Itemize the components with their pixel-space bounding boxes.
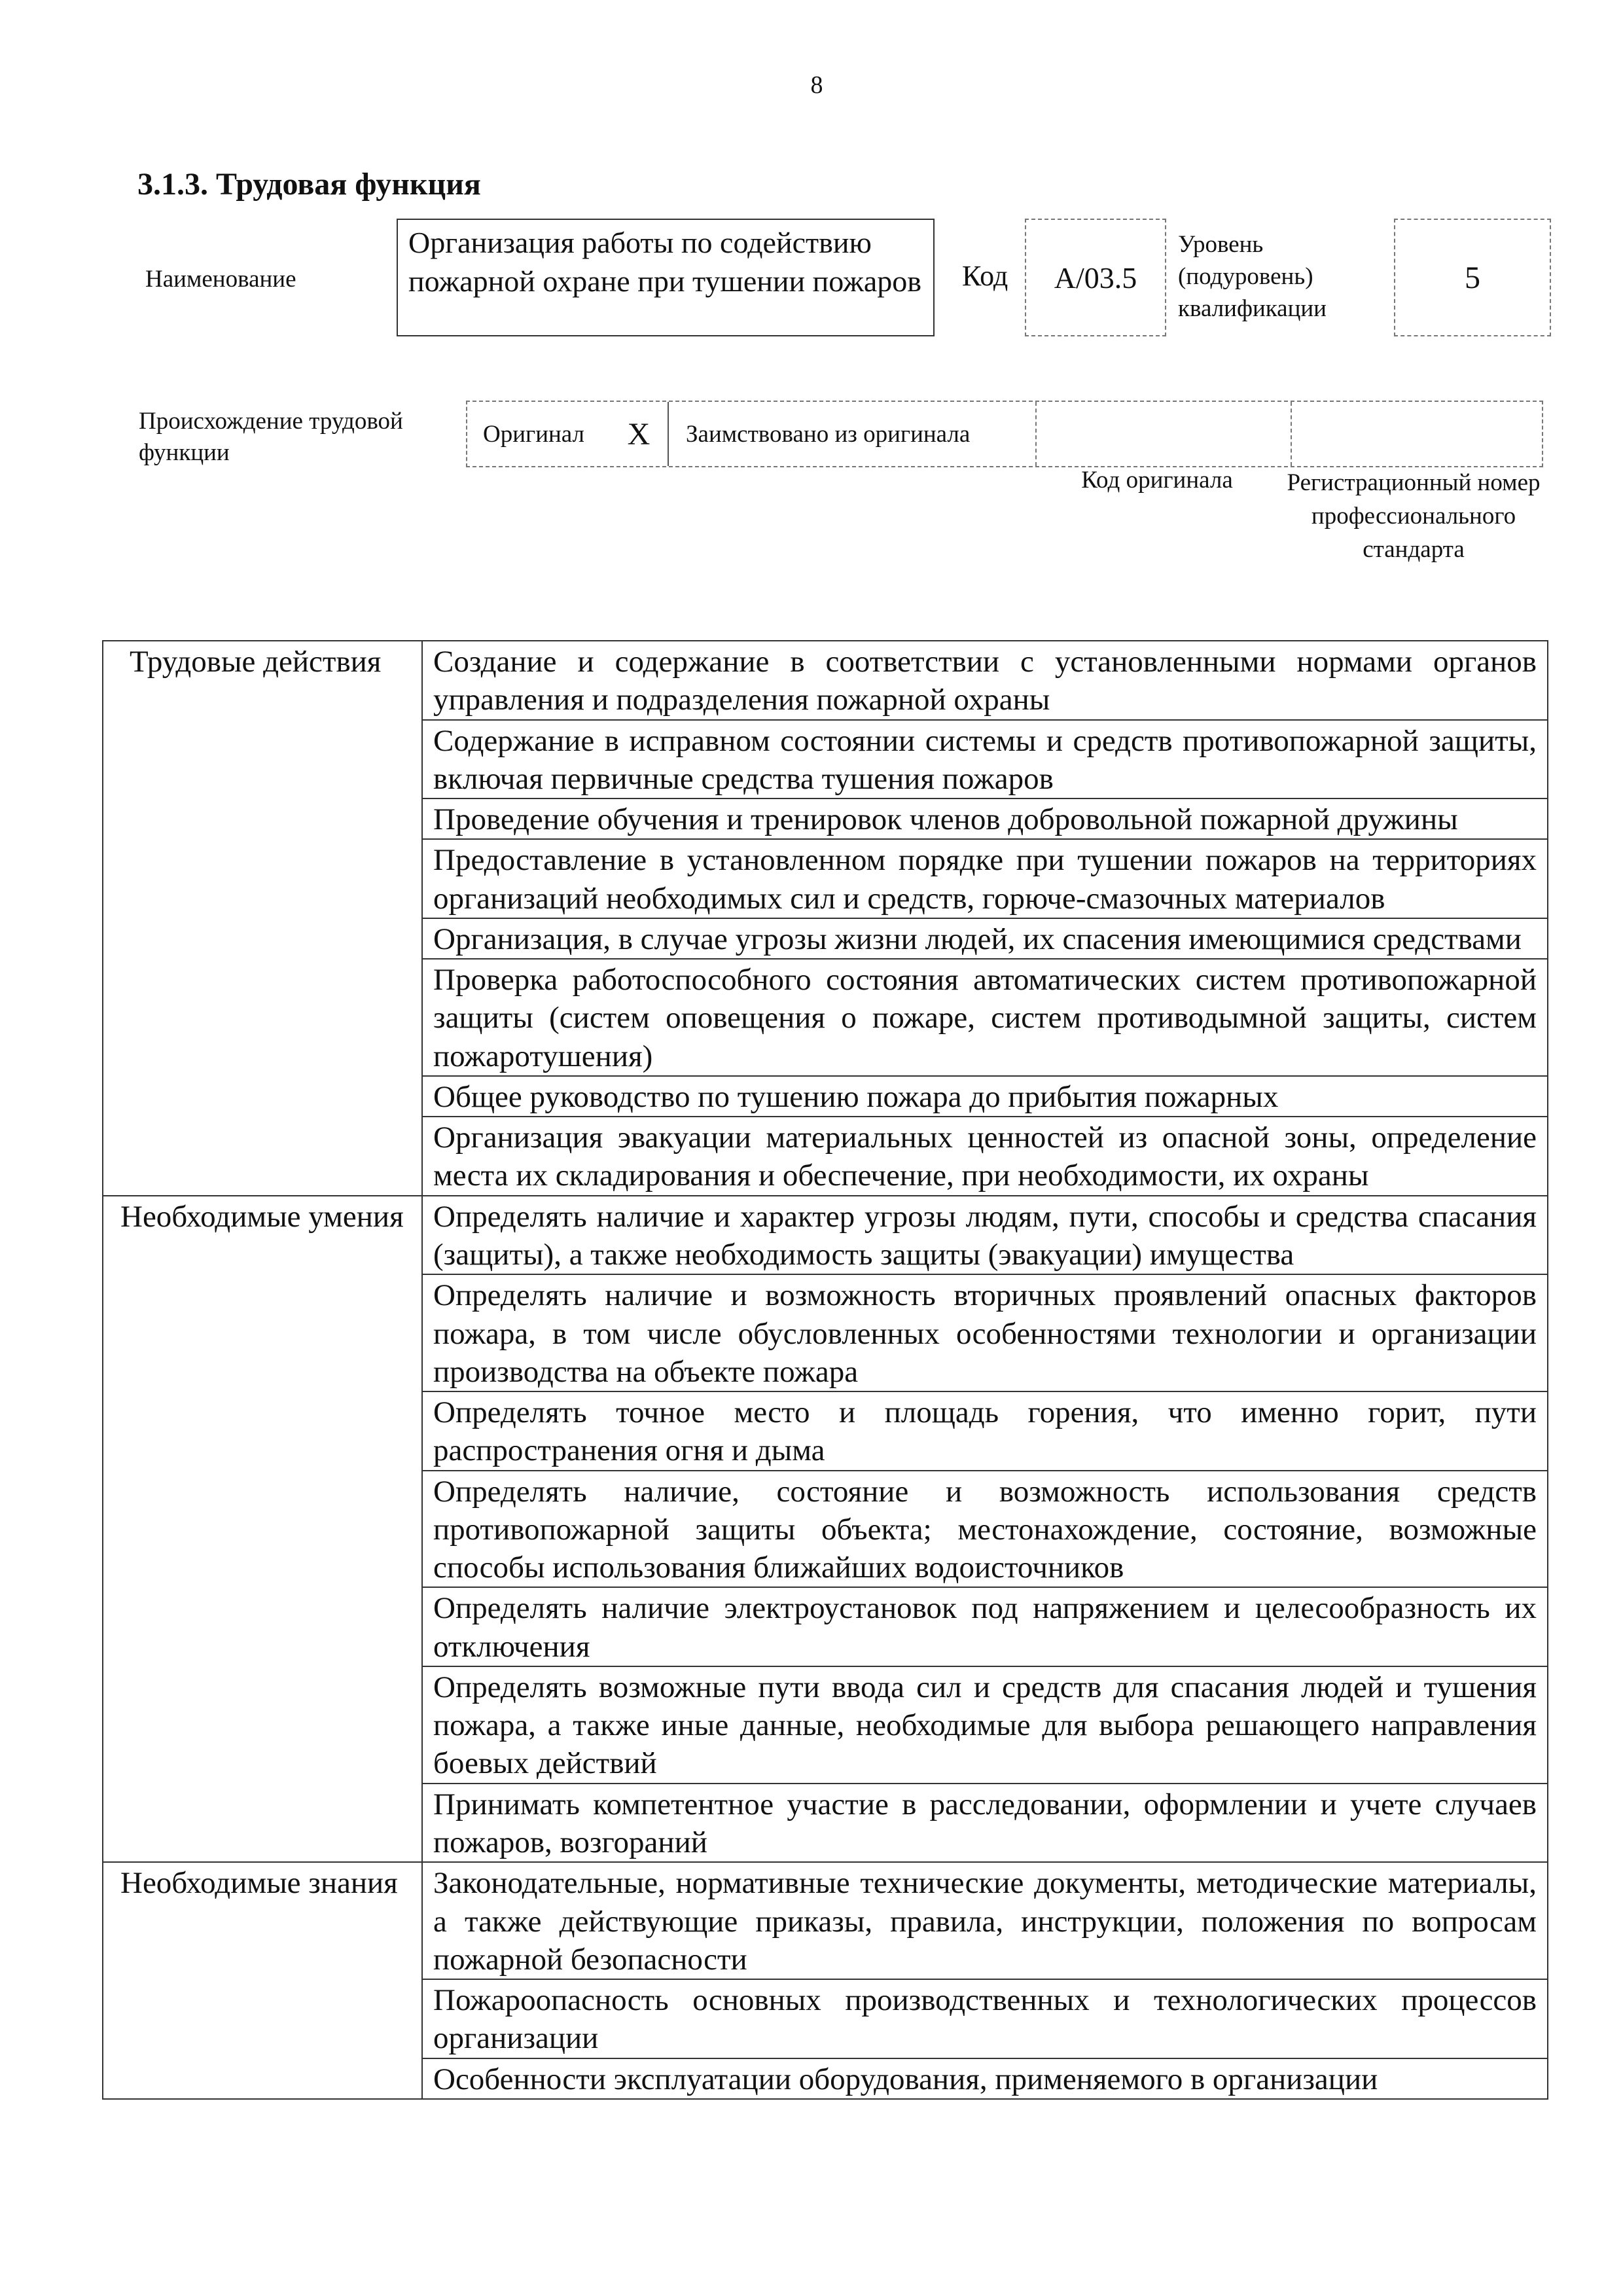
list-item: Определять наличие электроустановок под напряжением и целесообразность их отключения	[422, 1587, 1548, 1666]
list-item: Общее руководство по тушению пожара до прибытия пожарных	[422, 1076, 1548, 1117]
function-name-value: Организация работы по содействию пожарной охране при тушении пожаров	[408, 226, 922, 298]
level-box	[1394, 219, 1551, 336]
list-item: Предоставление в установленном порядке при тушении пожаров на территориях организаций необходимых сил и средств, горюче-смазочных материалов	[422, 839, 1548, 918]
code-box	[1025, 219, 1166, 336]
original-label: Оригинал	[483, 420, 585, 448]
borrowed-label: Заимствовано из оригинала	[669, 402, 1037, 466]
original-code-caption: Код оригинала	[1081, 467, 1233, 493]
list-item: Определять возможные пути ввода сил и средств для спасания людей и тушения пожара, а также иные данные, необходимые для выбора решающего направления боевых действий	[422, 1666, 1548, 1784]
original-code-cell	[1037, 402, 1292, 466]
name-label: Наименование	[145, 266, 296, 293]
list-item: Проверка работоспособного состояния автоматических систем противопожарной защиты (систем оповещения о пожаре, систем противодымной защиты, систем пожаротушения)	[422, 959, 1548, 1076]
list-item: Организация, в случае угрозы жизни людей, их спасения имеющимися средствами	[422, 918, 1548, 959]
table-row	[103, 1862, 1548, 1979]
function-name-box	[397, 219, 935, 336]
table-row	[103, 641, 1548, 720]
page-number: 8	[810, 71, 823, 99]
list-item: Организация эвакуации материальных ценностей из опасной зоны, определение места их складирования и обеспечение, при необходимости, их охраны	[422, 1117, 1548, 1196]
list-item: Особенности эксплуатации оборудования, применяемого в организации	[422, 2058, 1548, 2099]
origin-label: Происхождение трудовой функции	[139, 408, 403, 467]
registration-number-cell	[1292, 402, 1544, 466]
level-label-text: Уровень (подуровень) квалификации	[1178, 231, 1327, 322]
labor-function-table	[102, 640, 1548, 2100]
original-mark: Х	[610, 402, 669, 466]
list-item: Определять точное место и площадь горения, что именно горит, пути распространения огня и дыма	[422, 1391, 1548, 1471]
section-title-skills: Необходимые умения	[103, 1196, 422, 1863]
list-item: Проведение обучения и тренировок членов добровольной пожарной дружины	[422, 798, 1548, 839]
list-item: Принимать компетентное участие в расследовании, оформлении и учете случаев пожаров, возгораний	[422, 1784, 1548, 1863]
list-item: Пожароопасность основных производственных и технологических процессов организации	[422, 1979, 1548, 2058]
list-item: Определять наличие, состояние и возможность использования средств противопожарной защиты объекта; местонахождение, состояние, возможные способы использования ближайших водоисточников	[422, 1471, 1548, 1588]
list-item: Законодательные, нормативные технические документы, методические материалы, а также действующие приказы, правила, инструкции, положения по вопросам пожарной безопасности	[422, 1862, 1548, 1979]
section-title-knowledge: Необходимые знания	[103, 1862, 422, 2099]
code-value: А/03.5	[1054, 260, 1137, 295]
list-item: Определять наличие и возможность вторичных проявлений опасных факторов пожара, в том числе обусловленных особенностями технологии и организации производства на объекте пожара	[422, 1274, 1548, 1391]
level-label	[1178, 229, 1374, 325]
section-title: 3.1.3. Трудовая функция	[137, 167, 481, 202]
list-item: Определять наличие и характер угрозы людям, пути, способы и средства спасания (защиты), а также необходимость защиты (эвакуации) имущества	[422, 1196, 1548, 1275]
section-title-actions: Трудовые действия	[103, 641, 422, 1196]
table-row	[103, 1196, 1548, 1275]
list-item: Содержание в исправном состоянии системы и средств противопожарной защиты, включая первичные средства тушения пожаров	[422, 720, 1548, 799]
code-label: Код	[962, 260, 1008, 292]
origin-row	[466, 401, 1543, 467]
list-item: Создание и содержание в соответствии с установленными нормами органов управления и подразделения пожарной охраны	[422, 641, 1548, 720]
registration-number-caption: Регистрационный номер профессионального стандарта	[1287, 469, 1541, 564]
level-value: 5	[1465, 260, 1480, 295]
